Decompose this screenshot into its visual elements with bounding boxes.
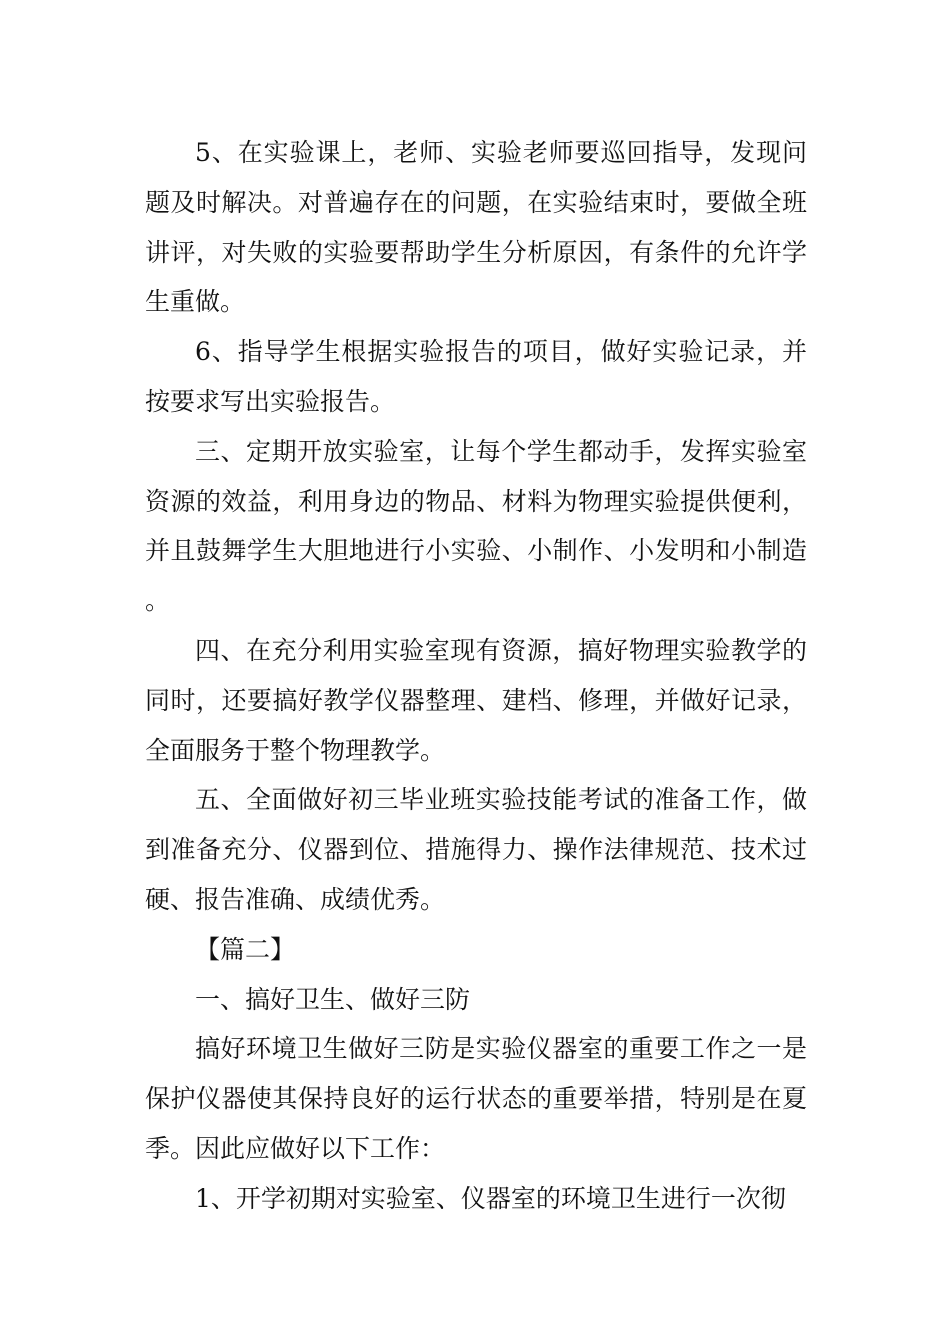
paragraph-item-6: 6、指导学生根据实验报告的项目，做好实验记录，并按要求写出实验报告。 [145,337,807,416]
paragraph-intro: 搞好环境卫生做好三防是实验仪器室的重要工作之一是保护仪器使其保持良好的运行状态的重要举措，特别是在夏季。因此应做好以下工作： [145,1034,807,1163]
paragraph-section-4: 四、在充分利用实验室现有资源，搞好物理实验教学的同时，还要搞好教学仪器整理、建档、修理，并做好记录，全面服务于整个物理教学。 [145,635,807,765]
paragraph-section-3: 三、定期开放实验室，让每个学生都动手，发挥实验室资源的效益，利用身边的物品、材料为物理实验提供便利，并且鼓舞学生大胆地进行小实验、小制作、小发明和小制造。 [145,436,807,616]
paragraph-item-5: 5、在实验课上，老师、实验老师要巡回指导，发现问题及时解决。对普遍存在的问题，在实验结束时，要做全班讲评，对失败的实验要帮助学生分析原因，有条件的允许学生重做。 [145,138,807,317]
paragraph-section-5: 五、全面做好初三毕业班实验技能考试的准备工作，做到准备充分、仪器到位、措施得力、操作法律规范、技术过硬、报告准确、成绩优秀。 [145,785,807,914]
section-heading-1: 一、搞好卫生、做好三防 [195,984,471,1014]
paragraph-item-1: 1、开学初期对实验室、仪器室的环境卫生进行一次彻 [195,1183,786,1213]
chapter-heading: 【篇二】 [195,934,296,964]
document-body [145,128,807,1224]
